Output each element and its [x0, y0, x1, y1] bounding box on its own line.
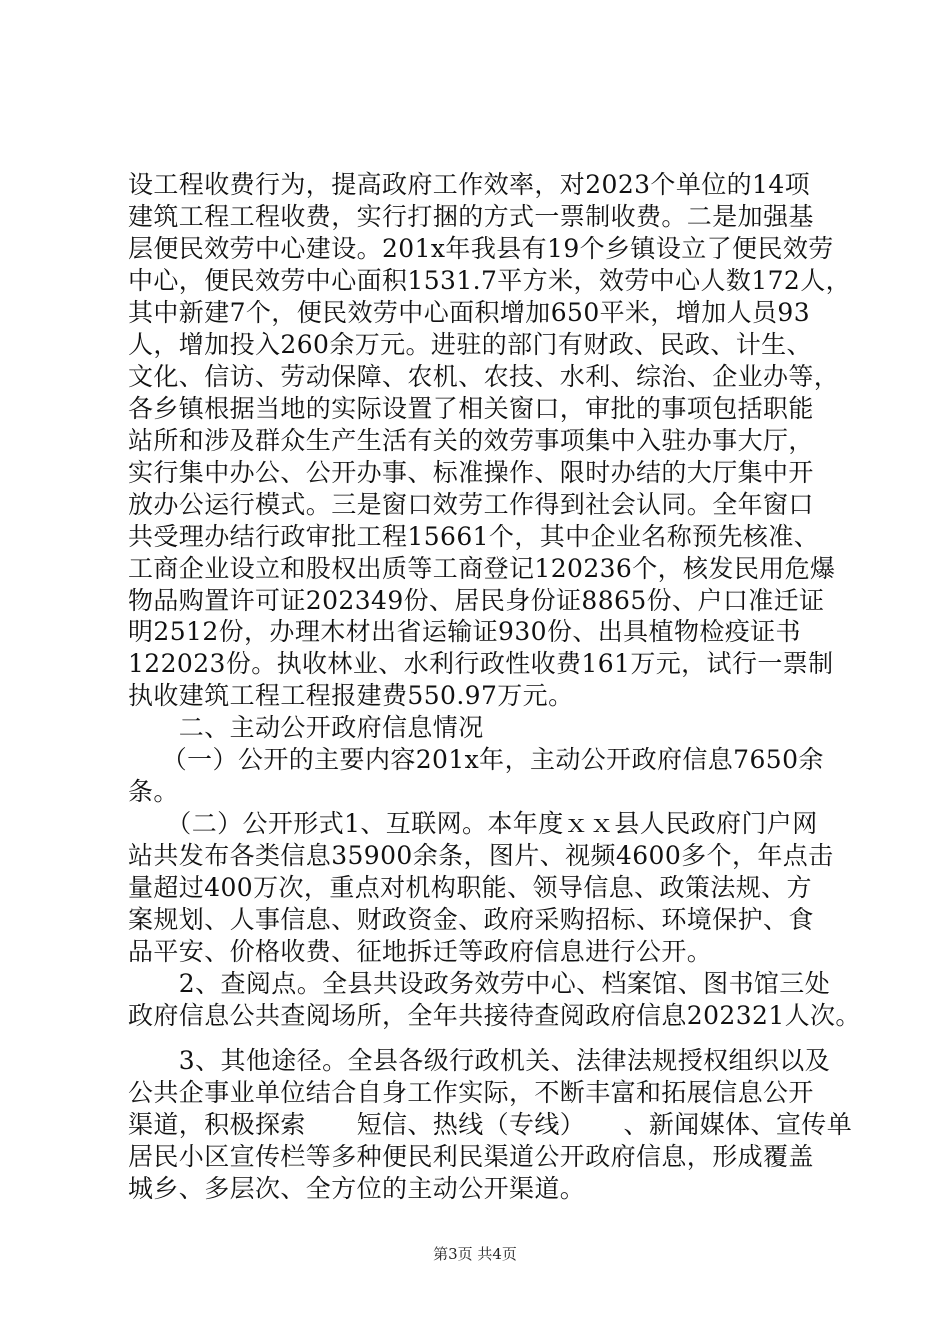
text-line: 渠道，积极探索 短信、热线（专线） 、新闻媒体、宣传单: [128, 1110, 853, 1139]
text-line: 站共发布各类信息35900余条，图片、视频4600多个，年点击: [128, 841, 834, 870]
text-line: 公共企事业单位结合自身工作实际，不断丰富和拓展信息公开: [128, 1078, 814, 1107]
text-line: 实行集中办公、公开办事、标准操作、限时办结的大厅集中开: [128, 458, 814, 487]
text-line: （二）公开形式1、互联网。本年度ｘｘ县人民政府门户网: [128, 809, 818, 838]
text-line: 122023份。执收林业、水利行政性收费161万元，试行一票制: [128, 649, 834, 678]
text-line: 建筑工程工程收费，实行打捆的方式一票制收费。二是加强基: [128, 202, 814, 231]
text-line: 品平安、价格收费、征地拆迁等政府信息进行公开。: [128, 937, 713, 966]
text-line: 物品购置许可证202349份、居民身份证8865份、户口准迁证: [128, 586, 825, 615]
text-line: 站所和涉及群众生产生活有关的效劳事项集中入驻办事大厅，: [128, 426, 814, 455]
text-line: 各乡镇根据当地的实际设置了相关窗口，审批的事项包括职能: [128, 394, 814, 423]
text-line: 其中新建7个，便民效劳中心面积增加650平米，增加人员93: [128, 298, 811, 327]
text-line: 量超过400万次，重点对机构职能、领导信息、政策法规、方: [128, 873, 812, 902]
section-heading: 二、主动公开政府信息情况: [128, 713, 484, 742]
text-line: 明2512份，办理木材出省运输证930份、出具植物检疫证书: [128, 617, 801, 646]
text-line: 设工程收费行为，提高政府工作效率，对2023个单位的14项: [128, 170, 811, 199]
text-line: 工商企业设立和股权出质等工商登记120236个，核发民用危爆: [128, 554, 836, 583]
text-line: 层便民效劳中心建设。201x年我县有19个乡镇设立了便民效劳: [128, 234, 834, 263]
text-line: 城乡、多层次、全方位的主动公开渠道。: [128, 1174, 586, 1203]
text-line: 执收建筑工程工程报建费550.97万元。: [128, 681, 574, 710]
text-line: 文化、信访、劳动保障、农机、农技、水利、综治、企业办等，: [128, 362, 840, 391]
text-line: 3、其他途径。全县各级行政机关、法律法规授权组织以及: [128, 1046, 831, 1075]
text-line: （一）公开的主要内容201x年，主动公开政府信息7650余: [128, 745, 824, 774]
text-line: 中心，便民效劳中心面积1531.7平方米，效劳中心人数172人，: [128, 266, 851, 295]
text-line: 案规划、人事信息、财政资金、政府采购招标、环境保护、食: [128, 905, 814, 934]
page-number-footer: 第3页 共4页: [433, 1245, 517, 1263]
text-line: 居民小区宣传栏等多种便民利民渠道公开政府信息，形成覆盖: [128, 1142, 814, 1171]
text-line: 条。: [128, 777, 179, 806]
text-line: 人，增加投入260余万元。进驻的部门有财政、民政、计生、: [128, 330, 812, 359]
text-line: 政府信息公共查阅场所，全年共接待查阅政府信息202321人次。: [128, 1001, 861, 1030]
text-line: 放办公运行模式。三是窗口效劳工作得到社会认同。全年窗口: [128, 490, 814, 519]
text-line: 共受理办结行政审批工程15661个，其中企业名称预先核准、: [128, 522, 820, 551]
text-line: 2、查阅点。全县共设政务效劳中心、档案馆、图书馆三处: [128, 969, 831, 998]
